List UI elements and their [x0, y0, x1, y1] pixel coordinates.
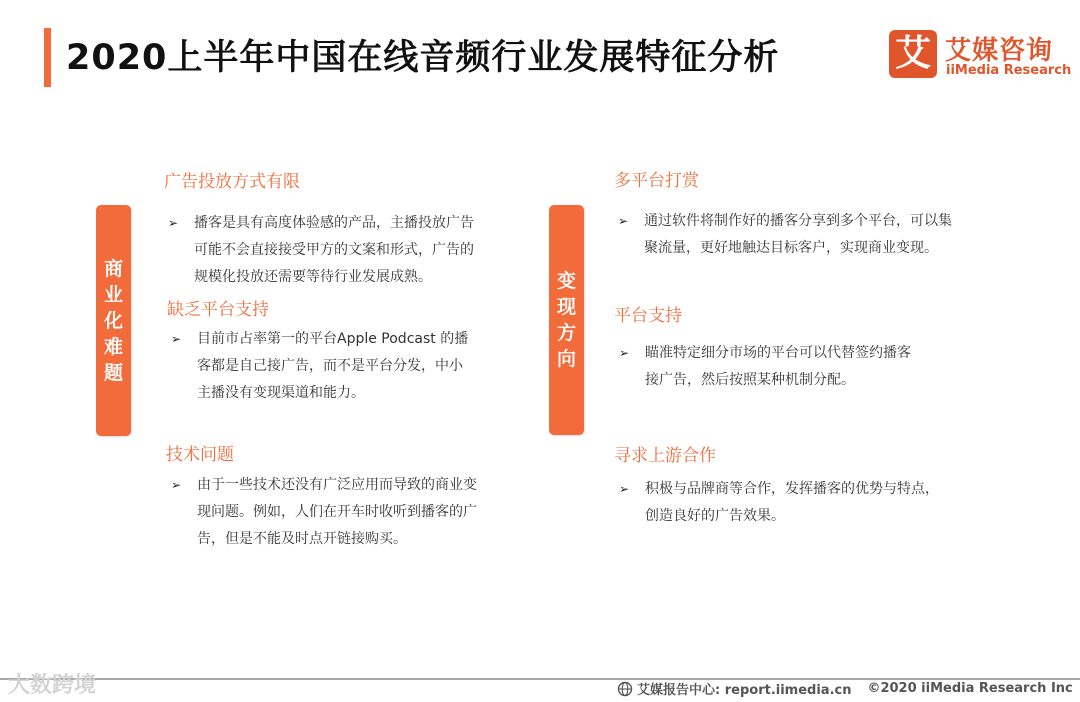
- title-accent-bar: [44, 28, 51, 87]
- logo-name-en: iiMedia Research: [946, 63, 1072, 78]
- bullet-arrow-icon: ➢: [618, 214, 629, 228]
- footer-source-text: 艾媒报告中心: report.iimedia.cn: [637, 683, 852, 698]
- bullet-item: [171, 326, 468, 407]
- bullet-arrow-icon: ➢: [171, 332, 182, 346]
- text-line: 创造良好的广告效果。: [645, 508, 785, 524]
- bullet-text: [645, 340, 911, 394]
- text-line: 主播没有变现渠道和能力。: [197, 385, 365, 401]
- bullet-item: [618, 208, 952, 262]
- footer-copyright: ©2020 iiMedia Research Inc: [867, 681, 1073, 696]
- bullet-text: [645, 476, 939, 530]
- commercial-challenges-badge: [96, 205, 131, 436]
- footer-source: [617, 679, 1073, 698]
- bullet-item: [168, 210, 474, 291]
- watermark: 大数跨境: [8, 673, 97, 698]
- iimedia-logo: [889, 30, 1072, 82]
- bullet-item: [171, 472, 477, 553]
- bullet-arrow-icon: ➢: [168, 216, 179, 230]
- bullet-text: [197, 472, 477, 553]
- monetization-direction-badge: [549, 205, 584, 435]
- text-line: 规模化投放还需要等待行业发展成熟。: [194, 269, 432, 285]
- text-line: 客都是自己接广告，而不是平台分发，中小: [197, 358, 463, 374]
- text-line: 通过软件将制作好的播客分享到多个平台，可以集: [644, 213, 952, 229]
- bullet-text: [644, 208, 952, 262]
- page-title: 2020上半年中国在线音频行业发展特征分析: [66, 38, 780, 78]
- section-heading: 缺乏平台支持: [167, 300, 269, 320]
- text-line: 告，但是不能及时点开链接购买。: [197, 531, 407, 547]
- section-heading: 广告投放方式有限: [164, 172, 300, 192]
- text-line: 积极与品牌商等合作，发挥播客的优势与特点，: [645, 481, 939, 497]
- section-heading: 寻求上游合作: [614, 446, 716, 466]
- bullet-text: [197, 326, 468, 407]
- bullet-arrow-icon: ➢: [619, 482, 630, 496]
- section-heading: 平台支持: [614, 306, 682, 326]
- bullet-arrow-icon: ➢: [619, 346, 630, 360]
- text-line: 播客是具有高度体验感的产品，主播投放广告: [194, 215, 474, 231]
- logo-mark-icon: 艾: [889, 30, 937, 78]
- globe-icon: [617, 681, 633, 697]
- bullet-text: [194, 210, 474, 291]
- text-line: 接广告，然后按照某种机制分配。: [645, 372, 855, 388]
- text-line: 可能不会直接接受甲方的文案和形式，广告的: [194, 242, 474, 258]
- text-line: 目前市占率第一的平台Apple Podcast 的播: [197, 331, 469, 347]
- bullet-item: [619, 476, 939, 530]
- badge-label: 商业化难题: [103, 257, 123, 384]
- text-line: 现问题。例如，人们在开车时收听到播客的广: [197, 504, 477, 520]
- bullet-item: [619, 340, 911, 394]
- logo-name-cn: 艾媒咨询: [945, 36, 1054, 66]
- section-heading: 多平台打赏: [614, 171, 699, 191]
- section-heading: 技术问题: [166, 445, 234, 465]
- badge-label: 变现方向: [556, 270, 576, 370]
- bullet-arrow-icon: ➢: [171, 478, 182, 492]
- text-line: 由于一些技术还没有广泛应用而导致的商业变: [197, 477, 477, 493]
- text-line: 聚流量，更好地触达目标客户，实现商业变现。: [644, 240, 938, 256]
- text-line: 瞄准特定细分市场的平台可以代替签约播客: [645, 345, 911, 361]
